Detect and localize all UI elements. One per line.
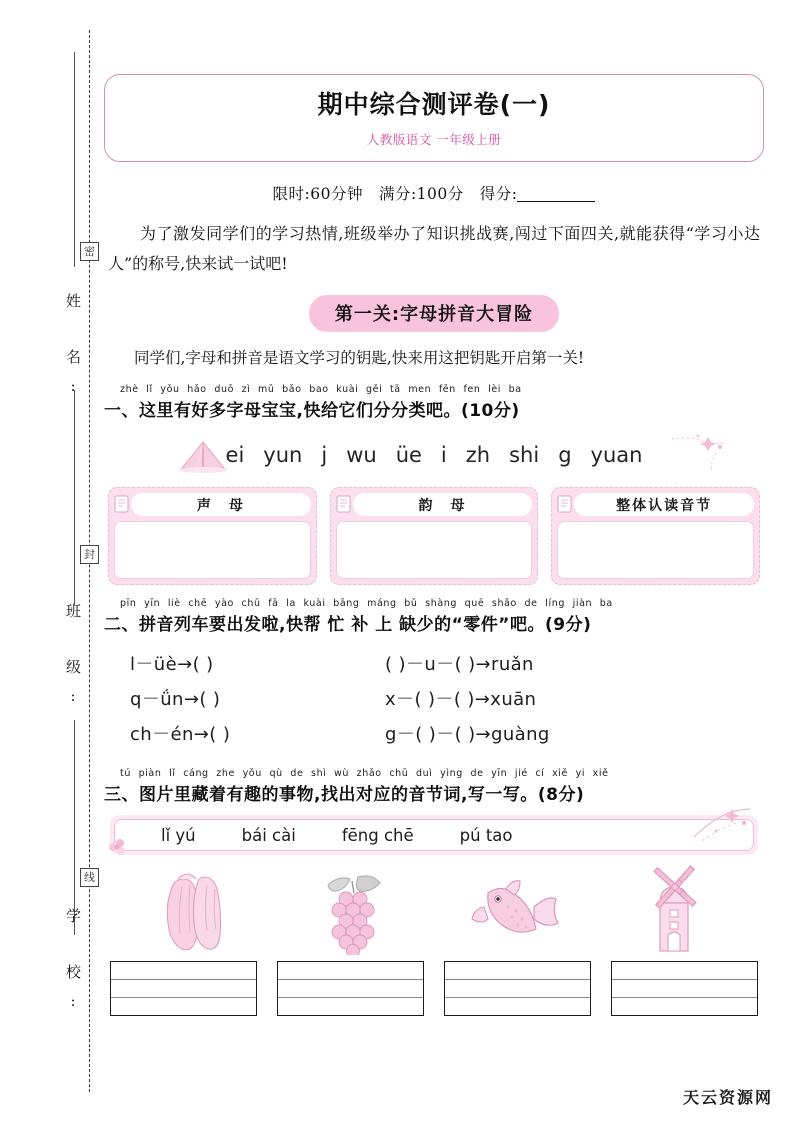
section-banner-wrap	[104, 295, 764, 332]
answer-box-row	[104, 961, 764, 1016]
seal-solid-line-2	[74, 390, 75, 605]
equation-right[interactable]: g－( )－( )→guàng	[385, 723, 550, 745]
seal-margin	[0, 0, 100, 1122]
equation-row	[130, 715, 764, 750]
answer-line[interactable]	[278, 962, 423, 980]
sparkle-decoration-icon	[668, 433, 728, 473]
equation-grid	[104, 645, 764, 750]
score-blank[interactable]	[517, 201, 595, 202]
question-3	[104, 768, 764, 805]
letter-item: g	[558, 443, 572, 467]
section-lead-text: 同学们,字母和拼音是语文学习的钥匙,快来用这把钥匙开启第一关!	[134, 349, 585, 367]
equation-left[interactable]: q－ǘn→( )	[130, 688, 221, 710]
question-2	[104, 598, 764, 635]
letter-item: ei	[225, 443, 245, 467]
letter-list	[104, 433, 764, 477]
category-header	[574, 493, 754, 516]
equation-right[interactable]: x－( )－( )→xuān	[385, 688, 537, 710]
exam-title-card	[104, 74, 764, 162]
answer-line[interactable]	[612, 980, 757, 998]
answer-line[interactable]	[278, 998, 423, 1015]
letter-item: yun	[263, 443, 303, 467]
seal-mark-feng: 封	[80, 545, 99, 564]
question-1-title: 一、这里有好多字母宝宝,快给它们分分类吧。(10分)	[104, 401, 520, 421]
letter-item: yuan	[590, 443, 643, 467]
category-label: 整体认读音节	[616, 497, 713, 514]
field-label-name: 姓 名:	[64, 292, 82, 408]
equation-row	[130, 680, 764, 715]
answer-line[interactable]	[111, 962, 256, 980]
picture-cell-grapes	[274, 863, 434, 955]
letter-item: j	[321, 443, 328, 467]
question-3-title: 三、图片里藏着有趣的事物,找出对应的音节词,写一写。(8分)	[104, 785, 585, 805]
answer-box[interactable]	[444, 961, 591, 1016]
category-answer-area[interactable]	[557, 521, 754, 579]
page-title: 期中综合测评卷(一)	[317, 90, 551, 119]
answer-line[interactable]	[278, 980, 423, 998]
word-bank-item: bái cài	[241, 825, 296, 845]
category-header	[131, 493, 311, 516]
word-bank-item: lǐ yú	[161, 825, 196, 845]
equation-left[interactable]: ch－én→( )	[130, 723, 231, 745]
book-icon	[557, 495, 573, 514]
question-1	[104, 384, 764, 421]
letter-item: shi	[509, 443, 540, 467]
answer-line[interactable]	[445, 962, 590, 980]
answer-box[interactable]	[611, 961, 758, 1016]
letter-item: üe	[395, 443, 422, 467]
answer-line[interactable]	[111, 980, 256, 998]
exam-page	[104, 0, 764, 1122]
cabbage-image	[152, 867, 236, 955]
equation-left[interactable]: l－üè→( )	[130, 653, 214, 675]
intro-paragraph: 为了激发同学们的学习热情,班级举办了知识挑战赛,闯过下面四关,就能获得“学习小达人”的称号,快来试一试吧!	[108, 224, 760, 273]
grapes-image	[314, 867, 394, 955]
seal-solid-line-3	[74, 720, 75, 935]
category-box-shengmu[interactable]	[108, 487, 317, 585]
tent-decoration-icon	[176, 440, 230, 474]
picture-cell-fish	[434, 863, 594, 955]
answer-line[interactable]	[111, 998, 256, 1015]
flower-decoration-icon	[104, 833, 132, 861]
question-2-title: 二、拼音列车要出发啦,快帮 忙 补 上 缺少的“零件”吧。(9分)	[104, 615, 592, 635]
page-subtitle: 人教版语文 一年级上册	[366, 132, 502, 147]
question-2-pinyin: pīn yīn liè chē yào chū fā la kuài bāng máng bǔ shàng quē shǎo de líng jiàn ba	[120, 598, 613, 609]
field-label-class: 班 级:	[64, 602, 82, 718]
seal-mark-xian: 线	[80, 868, 99, 887]
watermark: 天云资源网	[682, 1088, 773, 1107]
letter-item: wu	[346, 443, 377, 467]
section-banner: 第一关:字母拼音大冒险	[309, 295, 559, 332]
word-bank-inner	[114, 819, 754, 851]
answer-line[interactable]	[445, 980, 590, 998]
equation-row	[130, 645, 764, 680]
question-1-pinyin: zhè lǐ yǒu hǎo duō zì mǔ bǎo bao kuài gěi tā men fēn fen lèi ba	[120, 384, 522, 395]
category-answer-area[interactable]	[114, 521, 311, 579]
picture-row	[104, 863, 764, 955]
book-icon	[114, 495, 130, 514]
category-box-yunmu[interactable]	[330, 487, 539, 585]
sparkle-decoration-icon	[688, 807, 752, 851]
book-icon	[336, 495, 352, 514]
category-box-row	[104, 487, 764, 585]
answer-box[interactable]	[110, 961, 257, 1016]
letter-item: i	[440, 443, 447, 467]
category-answer-area[interactable]	[336, 521, 533, 579]
category-box-zhengti[interactable]	[551, 487, 760, 585]
word-bank-item: pú tao	[459, 825, 513, 845]
picture-cell-cabbage	[114, 863, 274, 955]
windmill-image	[634, 865, 714, 955]
answer-line[interactable]	[612, 998, 757, 1015]
letter-item: zh	[465, 443, 491, 467]
category-label: 声 母	[196, 497, 245, 514]
word-bank-item: fēng chē	[341, 825, 414, 845]
answer-line[interactable]	[612, 962, 757, 980]
category-label: 韵 母	[418, 497, 467, 514]
answer-box[interactable]	[277, 961, 424, 1016]
seal-mark-mi: 密	[80, 242, 99, 261]
score-line	[104, 182, 764, 204]
equation-right[interactable]: ( )－u－( )→ruǎn	[385, 653, 534, 675]
word-bank	[110, 815, 758, 855]
score-line-text: 限时:60分钟 满分:100分 得分:	[272, 185, 518, 203]
answer-line[interactable]	[445, 998, 590, 1015]
question-3-pinyin: tú piàn lǐ cáng zhe yǒu qù de shì wù zhǎo chū duì yìng de yīn jié cí xiě yi xiě	[120, 768, 609, 779]
picture-cell-windmill	[594, 863, 754, 955]
field-label-school: 学 校:	[64, 907, 82, 1023]
fish-image	[466, 873, 562, 955]
category-header	[353, 493, 533, 516]
seal-solid-line-1	[74, 52, 75, 267]
